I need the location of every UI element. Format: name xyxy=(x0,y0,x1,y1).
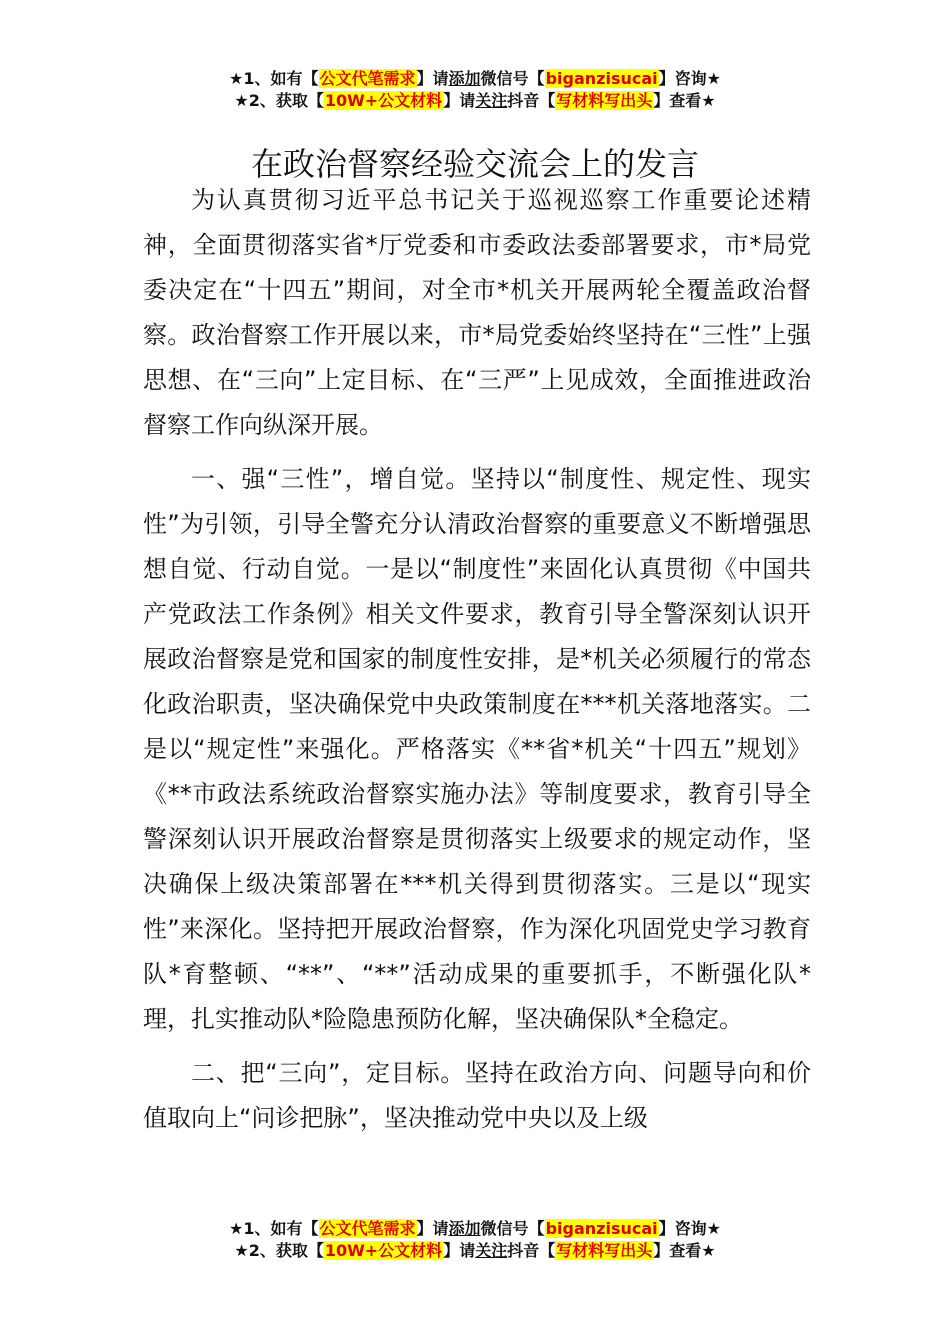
paragraph-section-2: 二、把“三向”，定目标。坚持在政治方向、问题导向和价值取向上“问诊把脉”，坚决推动党中央以及上级 xyxy=(143,1059,811,1132)
promo-line-2: ★2、获取【10W+公文材料】请关注抖音【写材料写出头】查看★ xyxy=(234,91,716,110)
promo-highlight: 10W+公文材料 xyxy=(324,91,443,110)
paragraph-intro: 为认真贯彻习近平总书记关于巡视巡察工作重要论述精神，全面贯彻落实省*厅党委和市委政法委部署要求，市*局党委决定在“十四五”期间，对全市*机关开展两轮全覆盖政治督察。政治督察工作开展以来，市*局党委始终坚持在“三性”上强思想、在“三向”上定目标、在“三严”上见成效，全面推进政治督察工作向纵深开展。 xyxy=(143,186,811,439)
document-title: 在政治督察经验交流会上的发言 xyxy=(250,145,699,184)
promo-highlight: 公文代笔需求 xyxy=(319,69,416,88)
promo-douyin-id: 写材料写出头 xyxy=(556,1241,653,1260)
paragraph-section-1: 一、强“三性”，增自觉。坚持以“制度性、规定性、现实性”为引领，引导全警充分认清政治督察的重要意义不断增强思想自觉、行动自觉。一是以“制度性”来固化认真贯彻《中国共产党政法工作条例》相关文件要求，教育引导全警深刻认识开展政治督察是党和国家的制度性安排，是*机关必须履行的常态化政治职责，坚决确保党中央政策制度在***机关落地落实。二是以“规定性”来强化。严格落实《**省*机关“十四五”规划》《**市政法系统政治督察实施办法》等制度要求，教育引导全警深刻认识开展政治督察是贯彻落实上级要求的规定动作，坚决确保上级决策部署在***机关得到贯彻落实。三是以“现实性”来深化。坚持把开展政治督察，作为深化巩固党史学习教育队*育整顿、“**”、“**”活动成果的重要抓手，不断强化队*理，扎实推动队*险隐患预防化解，坚决确保队*全稳定。 xyxy=(143,465,811,1033)
promo-douyin-id: 写材料写出头 xyxy=(556,91,653,110)
promo-line-2: ★2、获取【10W+公文材料】请关注抖音【写材料写出头】查看★ xyxy=(234,1241,716,1260)
promo-highlight: 10W+公文材料 xyxy=(324,1241,443,1260)
document-body xyxy=(143,178,811,1150)
promo-highlight: 公文代笔需求 xyxy=(319,1219,416,1238)
promo-wechat-id: biganzisucai xyxy=(545,69,658,88)
promo-line-1: ★1、如有【公文代笔需求】请添加微信号【biganzisucai】咨询★ xyxy=(229,69,721,88)
promo-footer xyxy=(0,1218,950,1262)
promo-header xyxy=(0,68,950,112)
promo-line-1: ★1、如有【公文代笔需求】请添加微信号【biganzisucai】咨询★ xyxy=(229,1219,721,1238)
promo-wechat-id: biganzisucai xyxy=(545,1219,658,1238)
